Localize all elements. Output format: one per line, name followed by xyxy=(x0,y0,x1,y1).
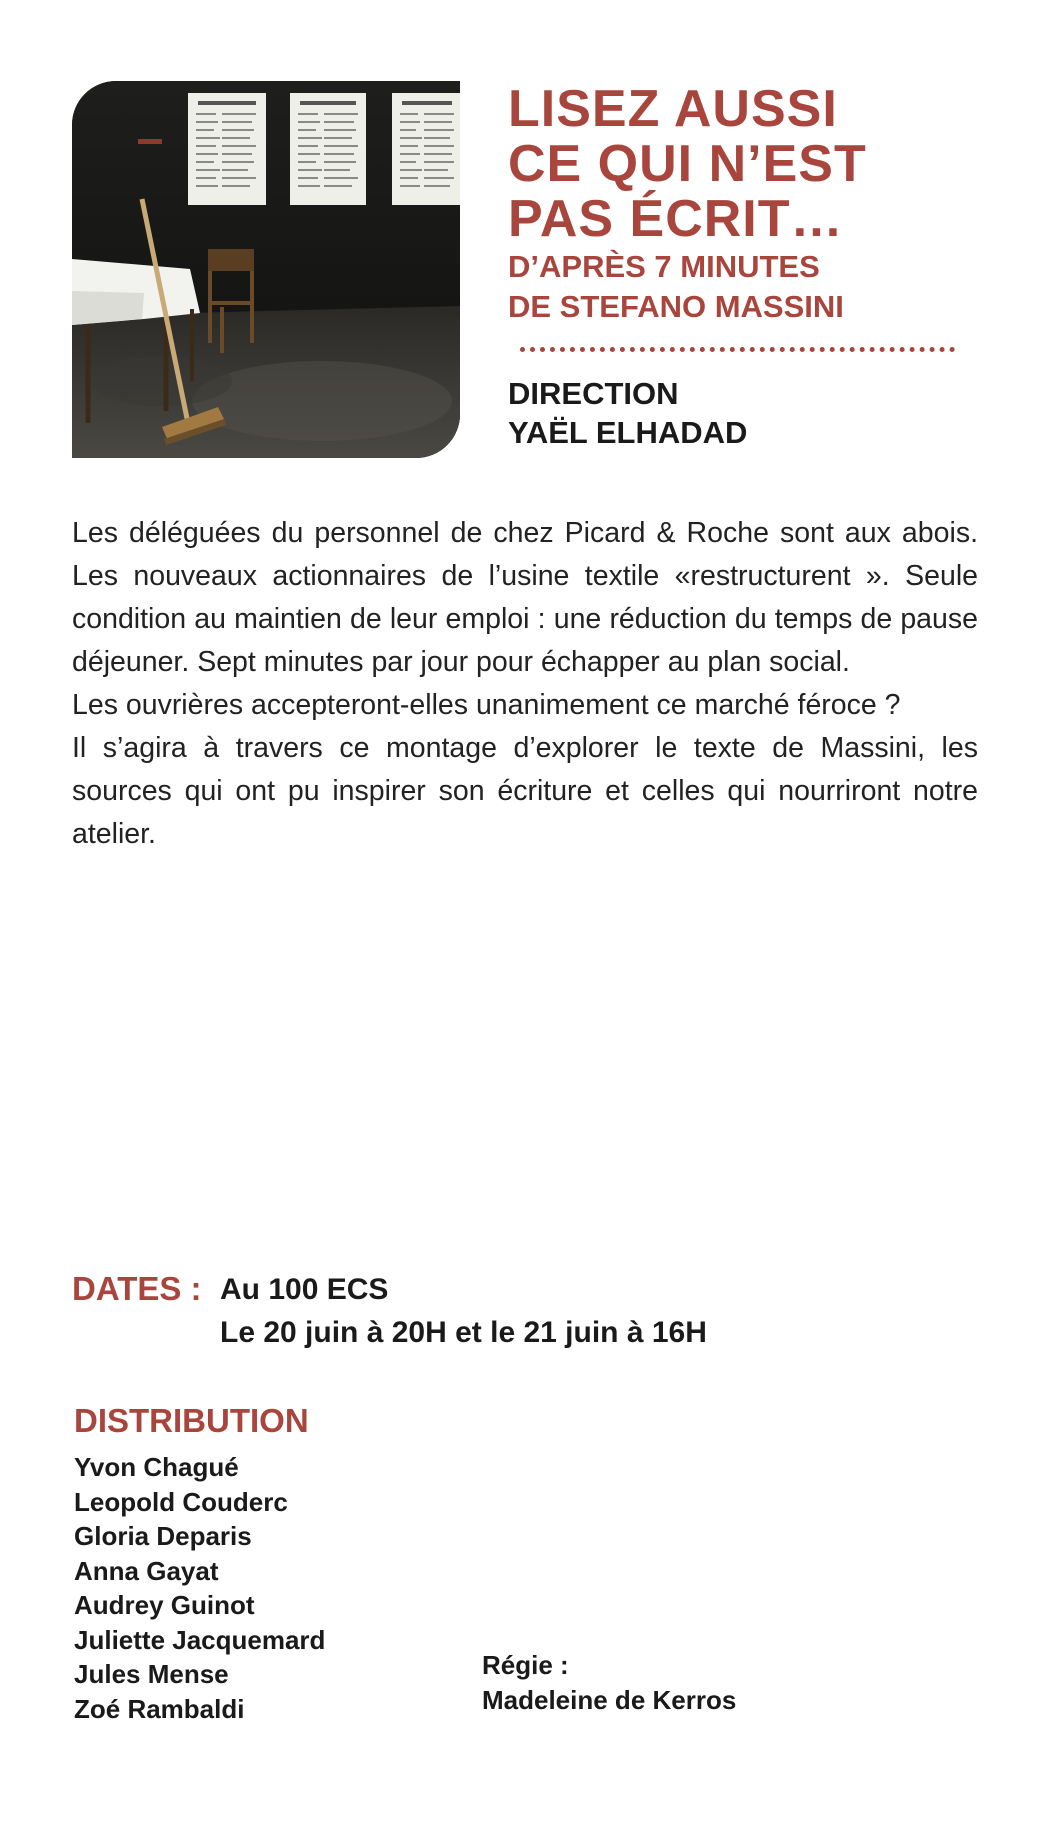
stage-photo xyxy=(72,81,460,458)
direction-credit xyxy=(508,374,988,452)
play-title xyxy=(508,82,988,247)
synopsis-paragraph: Les ouvrières accepteront-elles unanimement ce marché féroce ? xyxy=(72,689,901,721)
venue-line: Au 100 ECS xyxy=(220,1273,389,1306)
subtitle-line: DE STEFANO MASSINI xyxy=(508,289,844,324)
poster xyxy=(290,93,366,205)
cast-member: Anna Gayat xyxy=(74,1555,219,1586)
cast-member: Zoé Rambaldi xyxy=(74,1693,245,1724)
regie-label: Régie : xyxy=(482,1650,569,1680)
title-line: PAS ÉCRIT… xyxy=(508,190,844,248)
synopsis xyxy=(72,512,978,856)
direction-line: DIRECTION xyxy=(508,376,679,411)
regie-credit xyxy=(482,1648,736,1718)
cast-member: Leopold Couderc xyxy=(74,1486,288,1517)
cast-member: Audrey Guinot xyxy=(74,1590,255,1620)
play-subtitle xyxy=(508,247,988,327)
cast-member: Juliette Jacquemard xyxy=(74,1624,326,1655)
cast-member: Yvon Chagué xyxy=(74,1452,239,1482)
dotted-divider xyxy=(520,347,955,352)
regie-name: Madeleine de Kerros xyxy=(482,1685,737,1715)
distribution-title: DISTRIBUTION xyxy=(74,1402,309,1439)
stage-photo-illustration xyxy=(72,81,460,458)
header xyxy=(508,82,988,452)
poster xyxy=(188,93,266,205)
poster xyxy=(392,93,460,205)
title-line: LISEZ AUSSI xyxy=(508,80,838,138)
synopsis-paragraph: Les déléguées du personnel de chez Picard & Roche sont aux abois. Les nouveaux actionnaires de l’usine textile «restructurent ». Seule condition au maintien de leur emploi : une réduction du temps de pause déjeuner. Sept minutes par jour pour échapper au plan social. xyxy=(72,517,978,678)
dates-details xyxy=(220,1268,707,1354)
direction-line: YAËL ELHADAD xyxy=(508,415,748,450)
synopsis-paragraph: Il s’agira à travers ce montage d’explorer le texte de Massini, les sources qui ont pu inspirer son écriture et celles qui nourriront notre atelier. xyxy=(72,732,978,850)
subtitle-line: D’APRÈS 7 MINUTES xyxy=(508,249,820,284)
dates-label: DATES : xyxy=(72,1270,202,1307)
cast-member: Jules Mense xyxy=(74,1659,229,1689)
schedule-line: Le 20 juin à 20H et le 21 juin à 16H xyxy=(220,1316,707,1349)
title-line: CE QUI N’EST xyxy=(508,135,867,193)
cast-member: Gloria Deparis xyxy=(74,1521,252,1551)
